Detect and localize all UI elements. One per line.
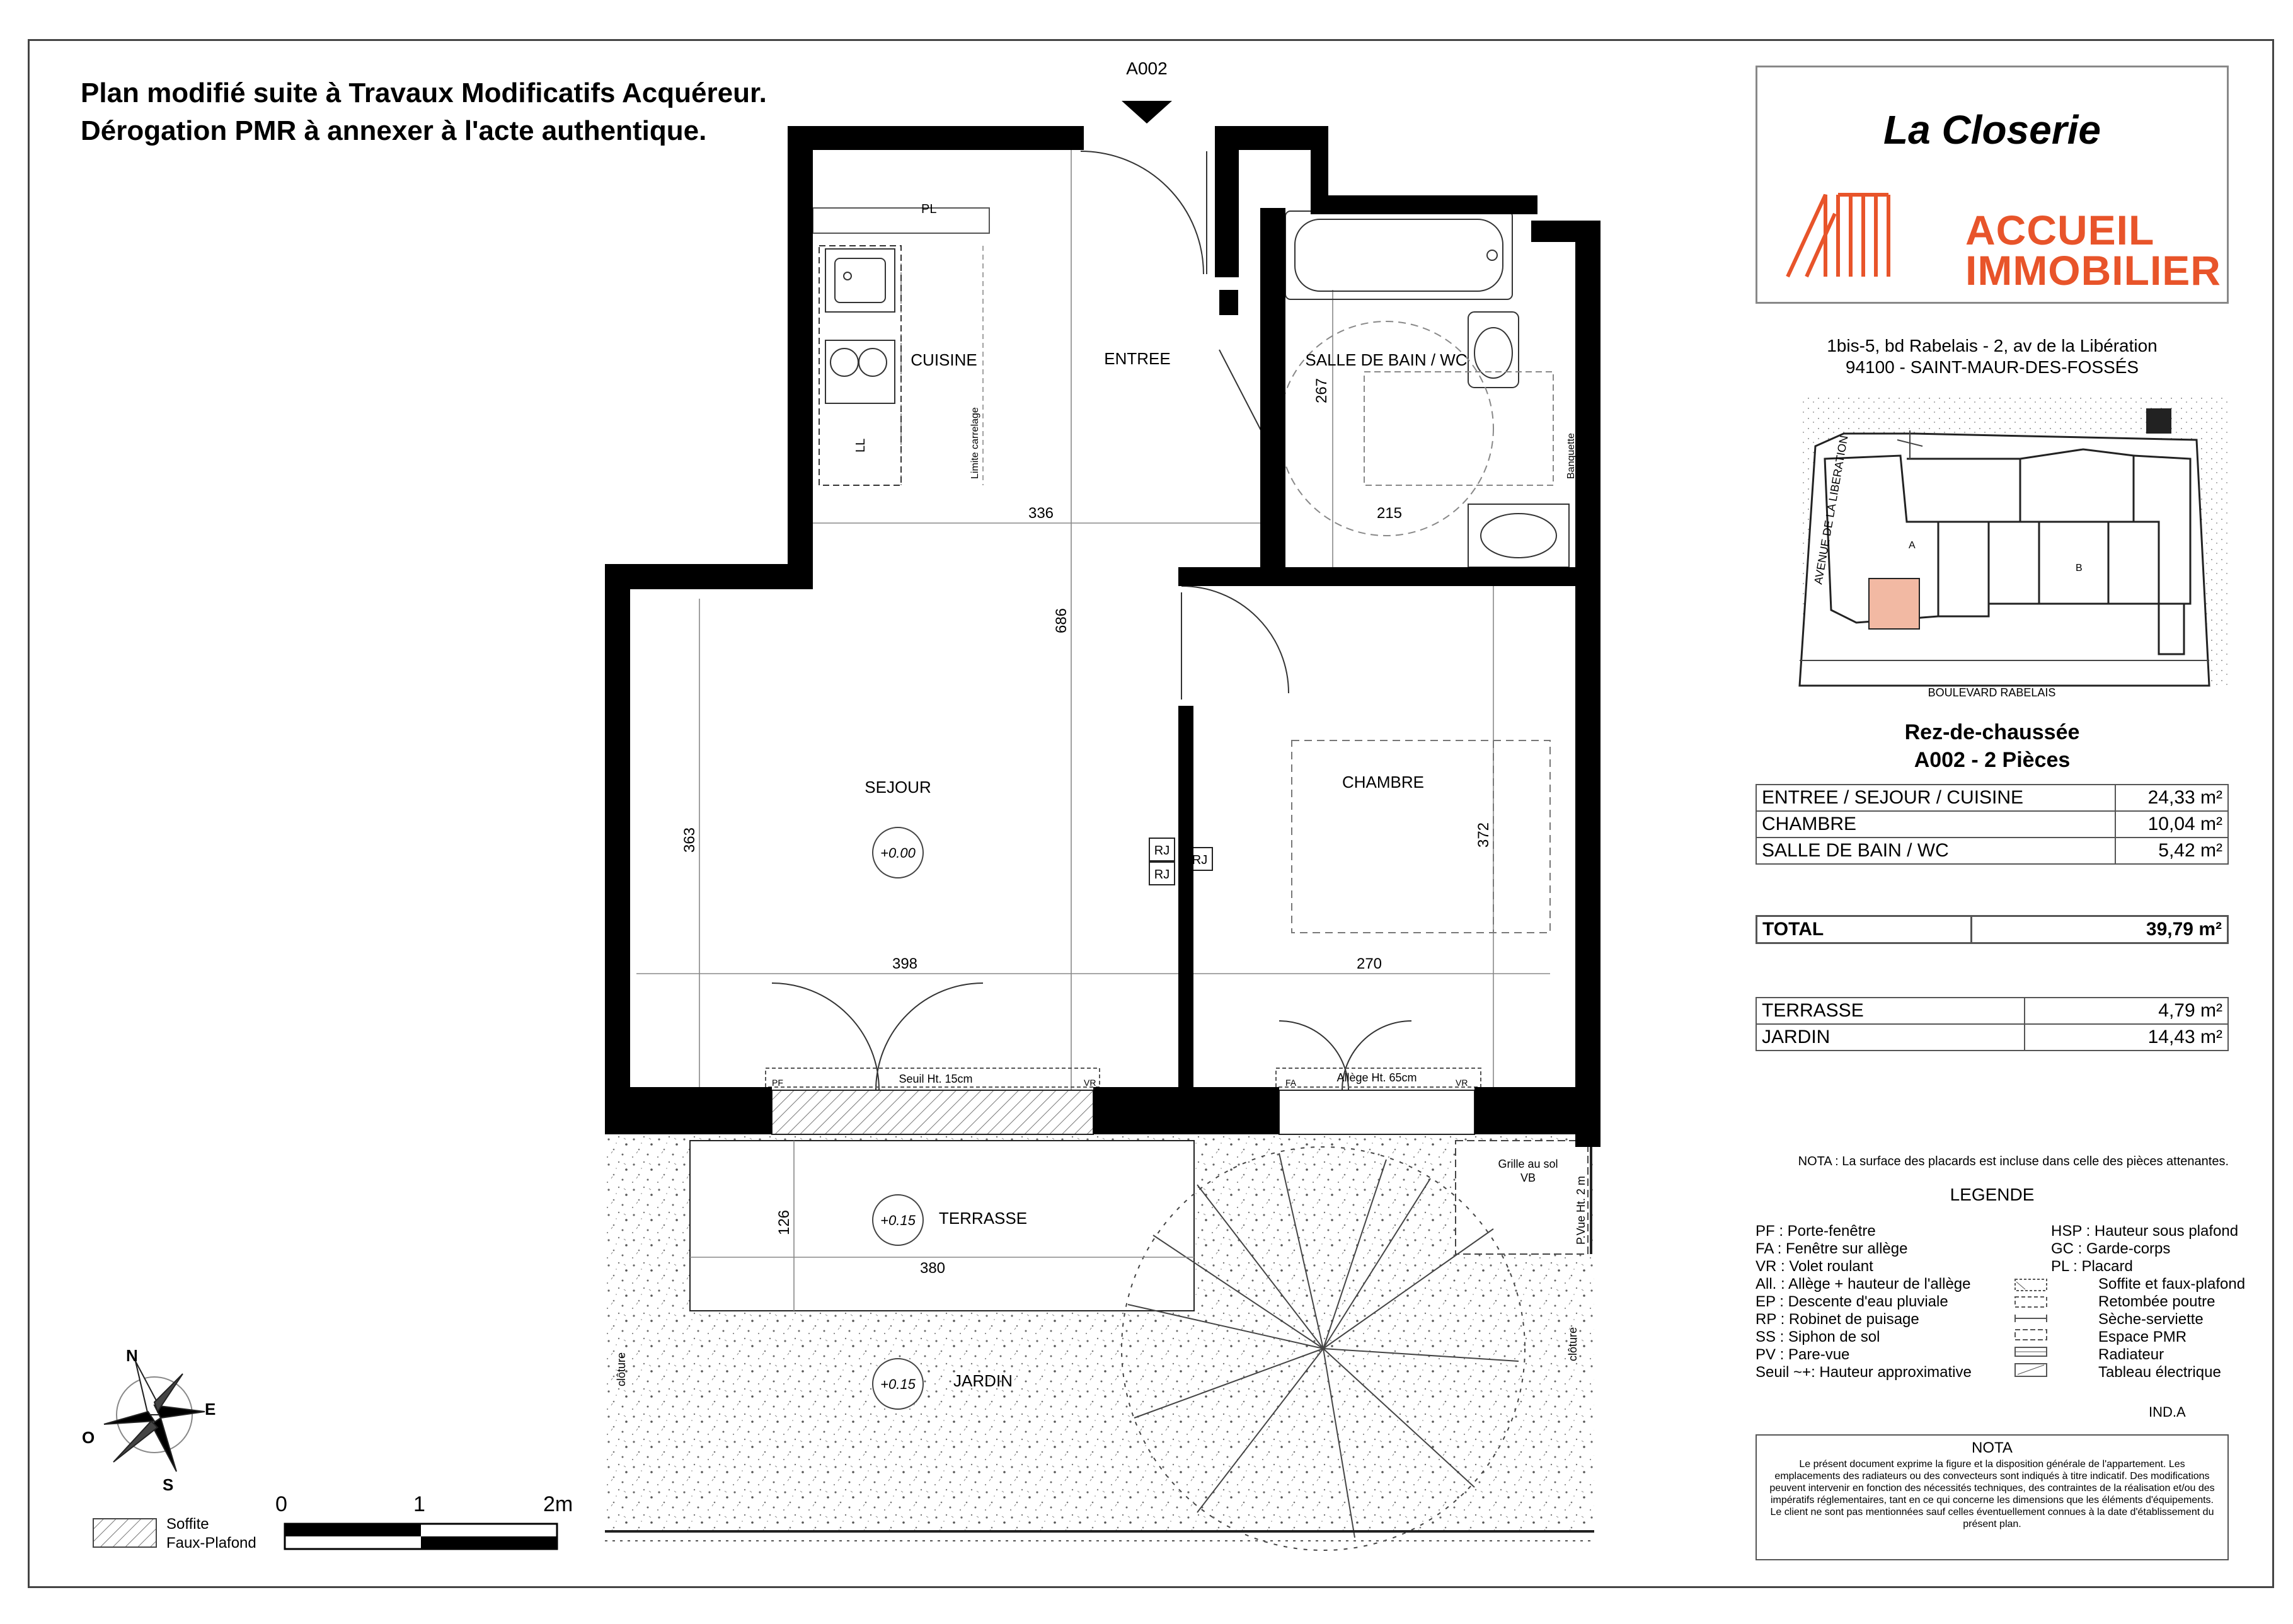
- highlighted-unit: [1869, 579, 1919, 629]
- label-vr-1: VR: [1084, 1078, 1096, 1088]
- legend-title: LEGENDE: [1950, 1185, 2035, 1204]
- legend-item: PV : Pare-vue: [1756, 1346, 1850, 1363]
- label-cloture-2: clôture: [1566, 1327, 1579, 1361]
- site-plan: [1756, 396, 2229, 711]
- level-heading: [1756, 718, 2229, 774]
- label-pl: PL: [921, 202, 937, 216]
- room-cuisine: CUISINE: [911, 350, 977, 369]
- legend-item: Soffite et faux-plafond: [2098, 1276, 2246, 1293]
- scale-one: 1: [413, 1492, 425, 1516]
- address-line-1: 1bis-5, bd Rabelais - 2, av de la Libération: [1827, 336, 2158, 355]
- legend-item: Retombée poutre: [2098, 1293, 2215, 1310]
- apartment-marker: A002: [1126, 59, 1168, 78]
- brand-line-1: ACCUEIL: [1965, 207, 2155, 253]
- total-row: [1757, 916, 2228, 943]
- scale-zero: 0: [275, 1492, 287, 1516]
- compass-s: S: [163, 1475, 174, 1494]
- room-terrasse: TERRASSE: [938, 1209, 1028, 1228]
- label-vb: VB: [1520, 1172, 1536, 1184]
- legend-item: RP : Robinet de puisage: [1756, 1311, 1919, 1328]
- dim-372: 372: [1475, 822, 1492, 848]
- dim-126: 126: [776, 1209, 793, 1236]
- area-value: 10,04 m²: [2115, 811, 2228, 838]
- label-fa: FA: [1285, 1078, 1297, 1088]
- area-row: [1756, 838, 2228, 864]
- modification-note-line2: Dérogation PMR à annexer à l'acte authentique.: [81, 115, 707, 146]
- brand-logo-icon: [1781, 188, 1901, 283]
- dim-336: 336: [1028, 505, 1054, 522]
- exterior-table: [1756, 997, 2229, 1051]
- scale-two: 2m: [543, 1492, 573, 1516]
- compass-o: O: [82, 1428, 95, 1447]
- label-cloture-1: clôture: [615, 1352, 628, 1386]
- total-label: TOTAL: [1757, 916, 1972, 943]
- dim-215: 215: [1376, 505, 1403, 522]
- entry-marker: [1122, 101, 1172, 124]
- unit-title: A002 - 2 Pièces: [1914, 748, 2071, 772]
- legend-item: Radiateur: [2098, 1346, 2164, 1363]
- area-label: CHAMBRE: [1756, 811, 2115, 838]
- legend-item: FA : Fenêtre sur allège: [1756, 1240, 1908, 1257]
- building-a: A: [1909, 540, 1916, 551]
- dim-686: 686: [1053, 608, 1070, 634]
- level-sejour: +0.00: [880, 845, 916, 861]
- project-name: La Closerie: [1883, 107, 2101, 153]
- nota-title: NOTA: [1972, 1439, 2013, 1456]
- area-table: [1756, 784, 2229, 865]
- area-value: 5,42 m²: [2115, 838, 2228, 864]
- label-vr-2: VR: [1456, 1078, 1468, 1088]
- dim-380: 380: [919, 1260, 946, 1277]
- legend-item: PF : Porte-fenêtre: [1756, 1223, 1876, 1240]
- total-table: [1756, 915, 2229, 944]
- bed-outline: [1292, 740, 1550, 933]
- legend-item: HSP : Hauteur sous plafond: [2051, 1223, 2239, 1240]
- level-title: Rez-de-chaussée: [1904, 720, 2080, 744]
- exterior-label: TERRASSE: [1756, 998, 2025, 1024]
- nota-text: Le présent document exprime la figure et la disposition générale de l'appartement. Les emplacements des radiateurs ou des convecteurs sont indiqués à titre indicatif. Des modifications peuvent intervenir en fonction des nécessités techniques, des contraintes de la réalisation et/ou des impératifs réglementaires, tant en ce qui concerne les dimensions que les éléments d'équipements. Le client ne sont pas mentionnées sauf celles éventuellement connues à la date d'établissement du présent plan.: [1769, 1459, 2215, 1529]
- total-value: 39,79 m²: [1971, 916, 2228, 943]
- modification-note-line1: Plan modifié suite à Travaux Modificatifs Acquéreur.: [81, 78, 767, 108]
- legend-item: SS : Siphon de sol: [1756, 1328, 1880, 1345]
- address-line-2: 94100 - SAINT-MAUR-DES-FOSSÉS: [1845, 357, 2139, 377]
- label-pare-vue: P.Vue Ht. 2 m: [1575, 1175, 1587, 1245]
- legend-left: [1756, 1223, 1972, 1381]
- legend-item: Seuil ~+: Hauteur approximative: [1756, 1364, 1972, 1381]
- nota-box: [1756, 1434, 2229, 1560]
- brand-line-2: IMMOBILIER: [1965, 247, 2221, 294]
- level-jardin: +0.15: [880, 1376, 916, 1392]
- legend-item: Sèche-serviette: [2098, 1311, 2204, 1328]
- legend-item: GC : Garde-corps: [2051, 1240, 2171, 1257]
- placard-note: NOTA : La surface des placards est incluse dans celle des pièces attenantes.: [1798, 1155, 2229, 1168]
- legend-right: [2051, 1223, 2245, 1381]
- room-sdb: SALLE DE BAIN / WC: [1305, 350, 1468, 369]
- address: [1756, 335, 2229, 378]
- legend-item: Tableau électrique: [2098, 1364, 2221, 1381]
- label-rj-1: RJ: [1154, 844, 1170, 858]
- label-seuil: Seuil Ht. 15cm: [899, 1073, 973, 1085]
- logo-box: [1756, 66, 2229, 304]
- soffite-legend: [166, 1515, 256, 1553]
- street-boulevard: BOULEVARD RABELAIS: [1928, 686, 2056, 699]
- room-sejour: SEJOUR: [865, 778, 931, 797]
- index-label: IND.A: [2149, 1404, 2186, 1420]
- street-avenue: AVENUE DE LA LIBERATION: [1812, 434, 1851, 585]
- exterior-row: [1756, 998, 2228, 1024]
- label-rj-2: RJ: [1154, 868, 1170, 882]
- legend-item: PL : Placard: [2051, 1258, 2133, 1275]
- label-limite-carrelage: Limite carrelage: [970, 407, 980, 479]
- soffite-label-2: Faux-Plafond: [166, 1535, 256, 1552]
- area-value: 24,33 m²: [2115, 785, 2228, 811]
- soffite-label-1: Soffite: [166, 1516, 209, 1533]
- label-rj-3: RJ: [1192, 853, 1208, 867]
- legend-item: VR : Volet roulant: [1756, 1258, 1873, 1275]
- exterior-row: [1756, 1024, 2228, 1051]
- dim-398: 398: [892, 955, 918, 972]
- building-b: B: [2076, 563, 2083, 573]
- room-entree: ENTREE: [1104, 349, 1171, 368]
- compass-rose: [104, 1361, 205, 1471]
- soffite-swatch: [93, 1519, 156, 1547]
- legend-item: All. : Allège + hauteur de l'allège: [1756, 1276, 1971, 1293]
- label-pf: PF: [772, 1078, 783, 1088]
- scale-bar: [285, 1524, 557, 1549]
- area-row: [1756, 811, 2228, 838]
- room-jardin: JARDIN: [953, 1371, 1013, 1390]
- area-label: SALLE DE BAIN / WC: [1756, 838, 2115, 864]
- exterior-value: 4,79 m²: [2025, 998, 2228, 1024]
- dim-267: 267: [1313, 377, 1330, 404]
- compass-e: E: [205, 1400, 216, 1419]
- room-chambre: CHAMBRE: [1342, 773, 1425, 792]
- compass-n: N: [126, 1346, 138, 1365]
- exterior-value: 14,43 m²: [2025, 1024, 2228, 1051]
- level-terrasse: +0.15: [880, 1212, 916, 1228]
- area-label: ENTREE / SEJOUR / CUISINE: [1756, 785, 2115, 811]
- legend-item: Espace PMR: [2098, 1328, 2187, 1345]
- label-allege: Allège Ht. 65cm: [1336, 1071, 1417, 1084]
- brand-name: [1965, 207, 2221, 294]
- label-grille: Grille au sol: [1498, 1158, 1558, 1170]
- garden-area: [605, 1134, 1594, 1550]
- area-row: [1756, 785, 2228, 811]
- walls: [605, 126, 1601, 1147]
- dim-363: 363: [681, 827, 698, 853]
- label-banquette: Banquette: [1566, 433, 1577, 479]
- legend-symbols: [2013, 1277, 2050, 1403]
- legend-item: EP : Descente d'eau pluviale: [1756, 1293, 1948, 1310]
- dim-270: 270: [1356, 955, 1382, 972]
- label-ll: LL: [854, 438, 868, 452]
- exterior-label: JARDIN: [1756, 1024, 2025, 1051]
